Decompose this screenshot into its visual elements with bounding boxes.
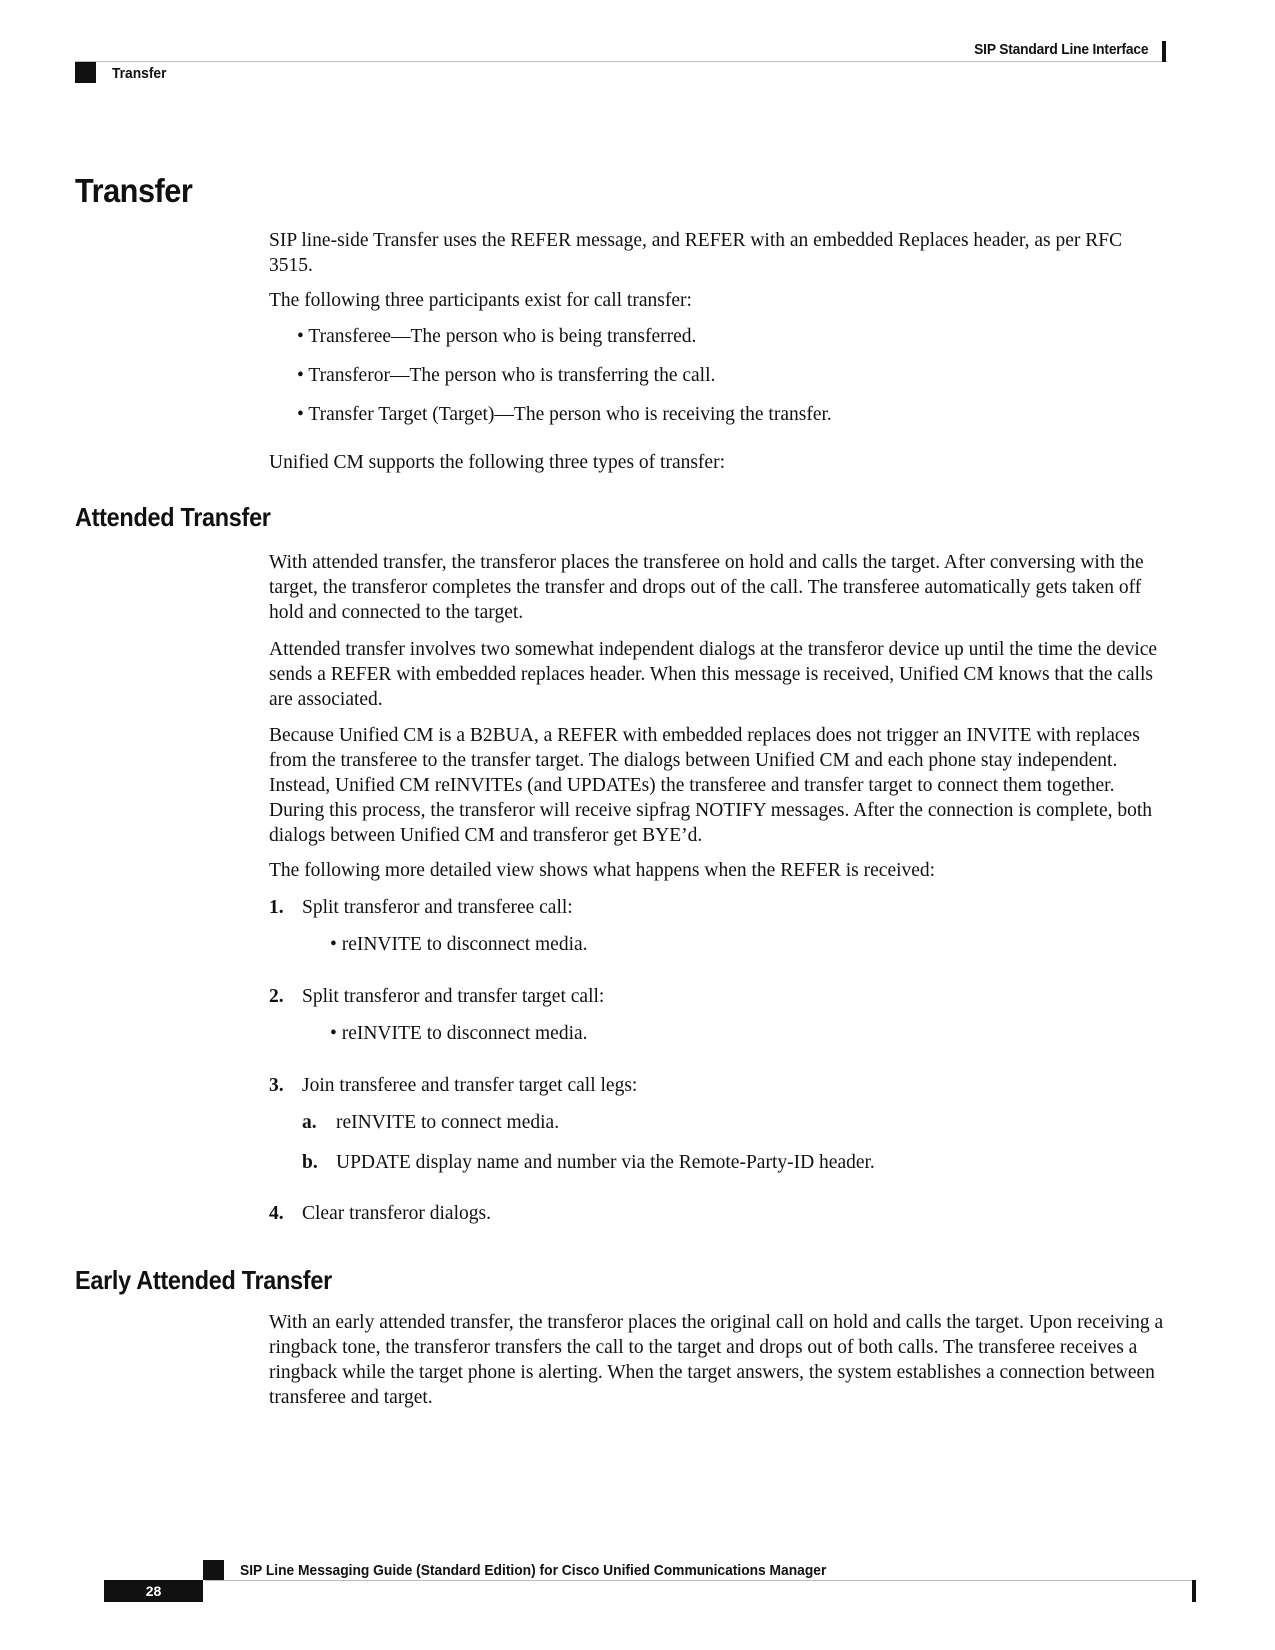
step-bullet: • reINVITE to disconnect media. bbox=[330, 934, 588, 955]
participant-transferor: • Transferor—The person who is transferring the call. bbox=[297, 365, 716, 386]
step-text: Split transferor and transfer target call: bbox=[302, 986, 605, 1007]
footer-block bbox=[203, 1560, 224, 1580]
header-chapter-label: Transfer bbox=[112, 65, 167, 82]
step-text: Split transferor and transferee call: bbox=[302, 897, 573, 918]
early-paragraph: With an early attended transfer, the transferor places the original call on hold and calls the target. Upon receiving a ringback tone, the transferor transfers the call to the target and drops out of both calls. The transferee receives a ringback while the target phone is alerting. When the target answers, the system establishes a connection between transferee and target. bbox=[269, 1312, 1164, 1408]
page-title: Transfer bbox=[75, 172, 193, 209]
attended-paragraph-1: With attended transfer, the transferor places the transferee on hold and calls the target. After conversing with the target, the transferor completes the transfer and drops out of the call. The transferee automatically gets taken off hold and connected to the target. bbox=[269, 552, 1144, 623]
attended-paragraph-3: Because Unified CM is a B2BUA, a REFER with embedded replaces does not trigger an INVITE with replaces from the transferee to the transfer target. The dialogs between Unified CM and each phone stay independent. Instead, Unified CM reINVITEs (and UPDATEs) the transferee and transfer target to connect them together. During this process, the transferor will receive sipfrag NOTIFY messages. After the connection is complete, both dialogs between Unified CM and transferor get BYE’d. bbox=[269, 725, 1153, 846]
substep-letter: b. bbox=[302, 1152, 318, 1173]
step-number: 4. bbox=[269, 1203, 284, 1224]
step-number: 1. bbox=[269, 897, 284, 918]
step-number: 2. bbox=[269, 986, 284, 1007]
step-text: Clear transferor dialogs. bbox=[302, 1203, 491, 1224]
intro-paragraph-1: SIP line-side Transfer uses the REFER message, and REFER with an embedded Replaces header, as per RFC 3515. bbox=[269, 230, 1123, 276]
attended-paragraph-4: The following more detailed view shows what happens when the REFER is received: bbox=[269, 860, 936, 881]
step-text: Join transferee and transfer target call legs: bbox=[302, 1075, 638, 1096]
attended-paragraph-2: Attended transfer involves two somewhat independent dialogs at the transferor device up until the time the device sends a REFER with embedded replaces header. When this message is received, Unified CM knows that the calls are associated. bbox=[269, 639, 1158, 710]
header-right-bar bbox=[1162, 41, 1166, 62]
page-number: 28 bbox=[145, 1583, 162, 1599]
types-intro: Unified CM supports the following three types of transfer: bbox=[269, 452, 725, 473]
header-left-block bbox=[75, 62, 96, 83]
footer-book-title: SIP Line Messaging Guide (Standard Edition) for Cisco Unified Communications Manager bbox=[240, 1562, 827, 1579]
step-bullet: • reINVITE to disconnect media. bbox=[330, 1023, 588, 1044]
participant-transferee: • Transferee—The person who is being transferred. bbox=[297, 326, 697, 347]
footer-right-bar bbox=[1192, 1580, 1196, 1602]
substep-text: UPDATE display name and number via the Remote-Party-ID header. bbox=[336, 1152, 875, 1173]
header-section-title: SIP Standard Line Interface bbox=[973, 41, 1148, 58]
heading-early-attended-transfer: Early Attended Transfer bbox=[75, 1265, 332, 1295]
substep-text: reINVITE to connect media. bbox=[336, 1112, 560, 1133]
participant-target: • Transfer Target (Target)—The person who is receiving the transfer. bbox=[297, 404, 832, 425]
substep-letter: a. bbox=[302, 1112, 317, 1133]
header-rule bbox=[75, 61, 1167, 62]
step-number: 3. bbox=[269, 1075, 284, 1096]
intro-paragraph-2: The following three participants exist for call transfer: bbox=[269, 290, 692, 311]
heading-attended-transfer: Attended Transfer bbox=[75, 502, 271, 532]
footer-rule bbox=[205, 1580, 1195, 1581]
